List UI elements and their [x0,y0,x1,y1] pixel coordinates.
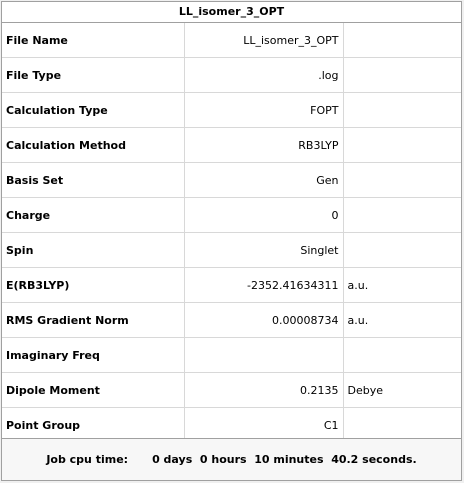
row-label: E(RB3LYP) [2,268,184,303]
row-value: FOPT [184,93,343,128]
row-label: Point Group [2,408,184,443]
table-row [2,198,461,233]
summary-panel [1,1,462,481]
row-label: Calculation Method [2,128,184,163]
table-row [2,23,461,58]
row-unit [343,23,461,58]
cpu-time-label: Job cpu time: [46,453,129,466]
table-row [2,373,461,408]
cpu-time-footer [2,438,461,480]
row-label: Imaginary Freq [2,338,184,373]
row-unit [343,338,461,373]
row-unit: a.u. [343,303,461,338]
row-label: File Name [2,23,184,58]
table-row [2,93,461,128]
table-row [2,338,461,373]
row-label: File Type [2,58,184,93]
row-unit [343,93,461,128]
row-value: Singlet [184,233,343,268]
row-label: Basis Set [2,163,184,198]
table-row [2,163,461,198]
row-value: Gen [184,163,343,198]
row-value: 0 [184,198,343,233]
row-value: .log [184,58,343,93]
properties-table [2,23,461,443]
row-value: -2352.41634311 [184,268,343,303]
row-unit [343,128,461,163]
row-unit [343,198,461,233]
row-value: 0.2135 [184,373,343,408]
row-label: Dipole Moment [2,373,184,408]
row-unit: a.u. [343,268,461,303]
row-unit [343,58,461,93]
table-row [2,268,461,303]
cpu-time-value: 0 days 0 hours 10 minutes 40.2 seconds. [152,453,417,466]
table-row [2,128,461,163]
row-value: C1 [184,408,343,443]
row-value: RB3LYP [184,128,343,163]
table-row [2,58,461,93]
row-value [184,338,343,373]
row-label: RMS Gradient Norm [2,303,184,338]
row-label: Calculation Type [2,93,184,128]
table-row [2,303,461,338]
row-value: LL_isomer_3_OPT [184,23,343,58]
table-row [2,233,461,268]
row-value: 0.00008734 [184,303,343,338]
row-label: Spin [2,233,184,268]
row-unit [343,233,461,268]
row-unit: Debye [343,373,461,408]
panel-title: LL_isomer_3_OPT [2,2,461,23]
row-label: Charge [2,198,184,233]
row-unit [343,163,461,198]
